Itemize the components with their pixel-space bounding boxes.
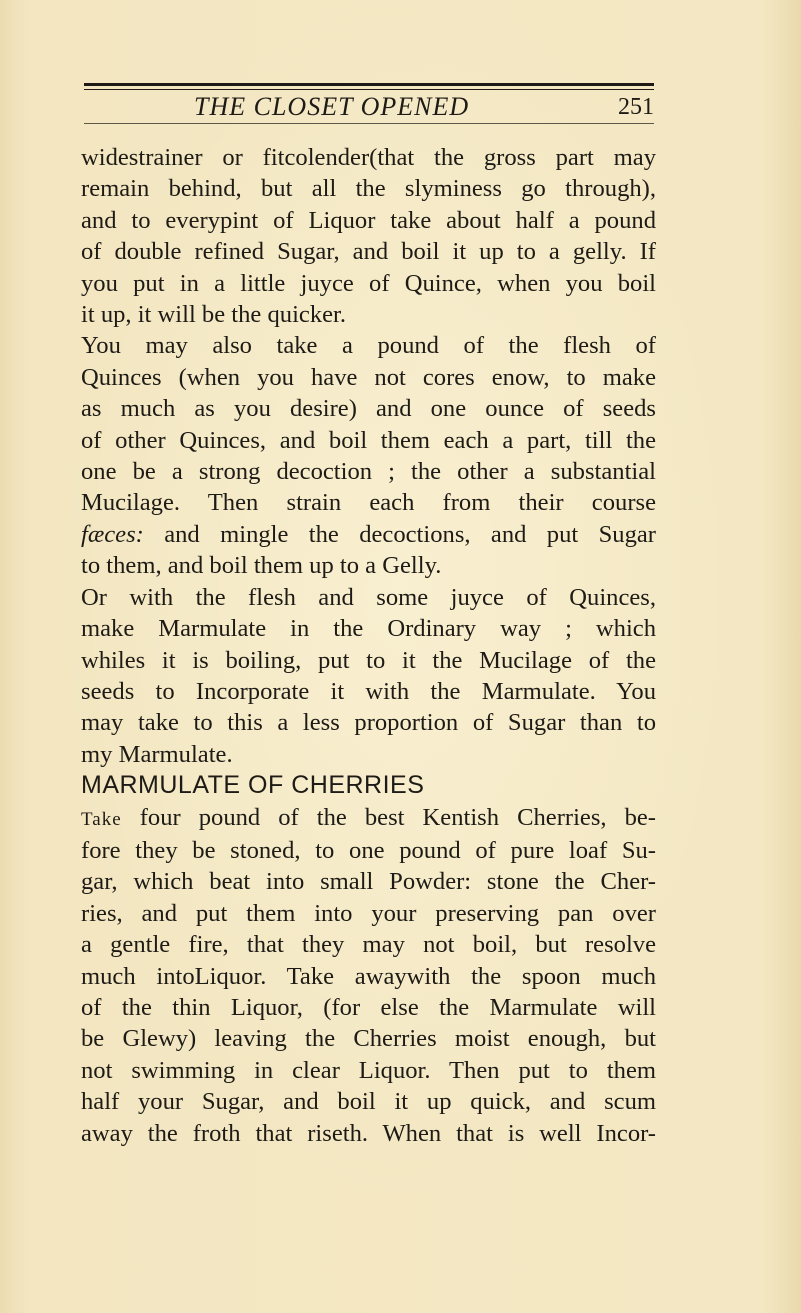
text-line: away the froth that riseth. When that is well Incor- — [81, 1119, 656, 1147]
recipe-first-line — [81, 802, 656, 835]
page-header — [84, 92, 654, 126]
text-line: my Marmulate. — [81, 740, 233, 768]
italic-word: fæces: — [81, 520, 144, 548]
text-line: one be a strong decoction ; the other a substantial — [81, 458, 656, 486]
text-line: it up, it will be the quicker. — [81, 301, 347, 329]
page-number: 251 — [618, 94, 654, 120]
text-line-rest: and mingle the decoctions, and put Sugar — [143, 520, 656, 548]
text-line: much intoLiquor. Take awaywith the spoon much — [81, 962, 656, 990]
text-line: not swimming in clear Liquor. Then put to them — [81, 1056, 656, 1084]
text-line: whiles it is boiling, put to it the Mucilage of the — [81, 646, 656, 674]
recipe-heading: MARMULATE OF CHERRIES — [81, 771, 425, 800]
text-line: widestrainer or fitcolender(that the gross part may — [81, 144, 656, 171]
text-line: ries, and put them into your preserving pan over — [81, 899, 656, 927]
text-line: Mucilage. Then strain each from their course — [81, 489, 656, 517]
recipe-first-line-rest: four pound of the best Kentish Cherries, be- — [121, 803, 656, 831]
body-text — [81, 142, 656, 1149]
text-line: make Marmulate in the Ordinary way ; which — [81, 615, 656, 643]
text-line: of other Quinces, and boil them each a part, till the — [81, 426, 656, 454]
text-line: of double refined Sugar, and boil it up to a gelly. If — [81, 238, 656, 266]
running-head: THE CLOSET OPENED — [194, 92, 470, 121]
text-line: to them, and boil them up to a Gelly. — [81, 552, 442, 580]
text-line: half your Sugar, and boil it up quick, and scum — [81, 1088, 656, 1116]
header-rule-thin — [84, 89, 654, 90]
text-line: you put in a little juyce of Quince, when you boil — [81, 269, 656, 297]
paragraph-start-line: Or with the flesh and some juyce of Quinces, — [81, 583, 656, 611]
text-line: remain behind, but all the slyminess go through), — [81, 175, 656, 203]
text-line: seeds to Incorporate it with the Marmulate. You — [81, 677, 656, 705]
text-line: as much as you desire) and one ounce of seeds — [81, 395, 656, 423]
text-line: of the thin Liquor, (for else the Marmulate will — [81, 993, 656, 1021]
paragraph-start-line: You may also take a pound of the flesh of — [81, 332, 656, 360]
header-underline — [84, 123, 654, 124]
text-line: Quinces (when you have not cores enow, to make — [81, 363, 656, 391]
recipe-first-word: Take — [81, 808, 122, 830]
header-rule-thick — [84, 83, 654, 86]
text-line: and to everypint of Liquor take about half a pound — [81, 206, 656, 234]
text-line: gar, which beat into small Powder: stone the Cher- — [81, 868, 656, 896]
text-line-faeces — [81, 519, 656, 550]
text-line: fore they be stoned, to one pound of pure loaf Su- — [81, 836, 656, 864]
text-line: a gentle fire, that they may not boil, but resolve — [81, 931, 656, 959]
text-line: may take to this a less proportion of Sugar than to — [81, 709, 656, 737]
text-line: be Glewy) leaving the Cherries moist enough, but — [81, 1025, 656, 1053]
